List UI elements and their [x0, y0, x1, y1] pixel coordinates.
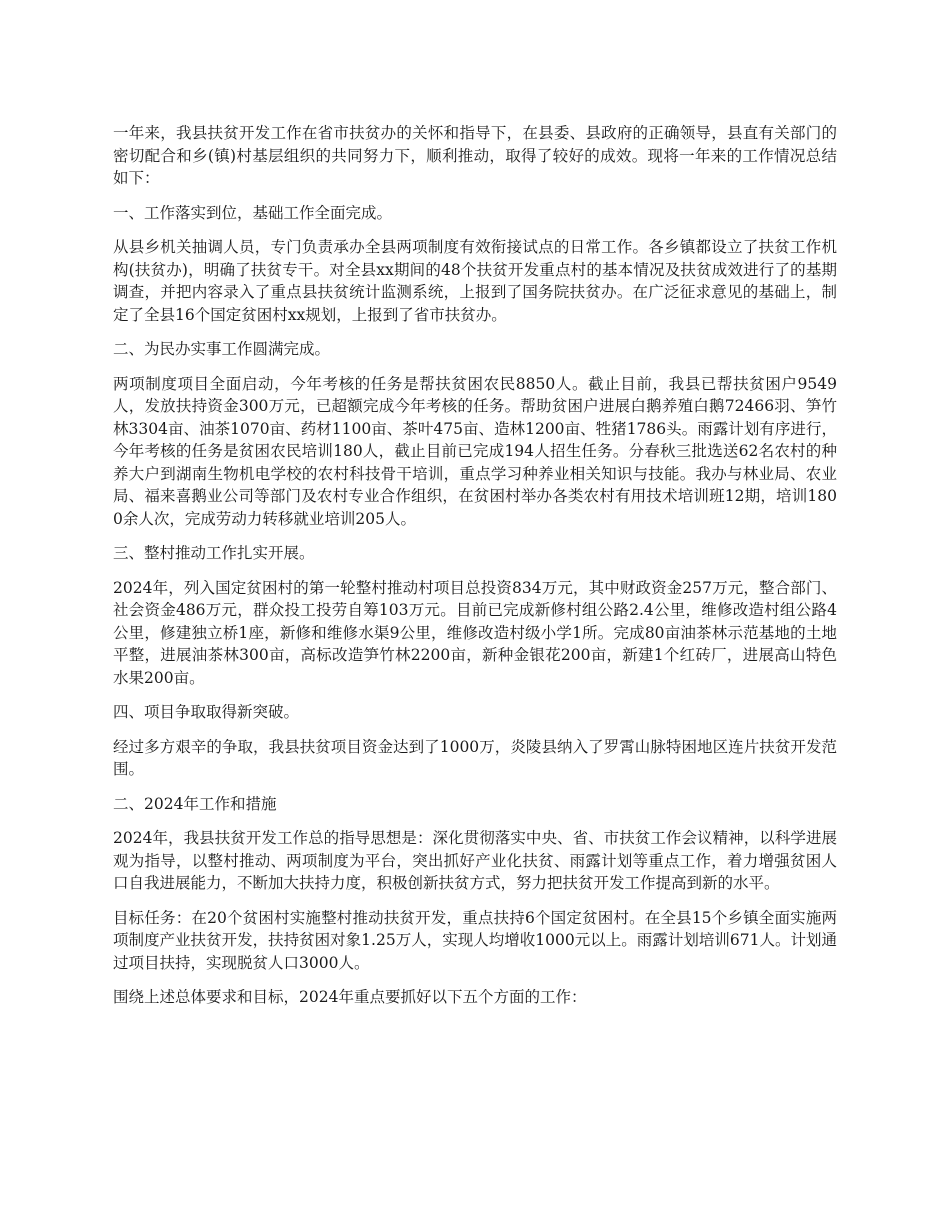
plan-heading: 二、2024年工作和措施 — [113, 794, 277, 813]
section-heading-2: 二、为民办实事工作圆满完成。 — [113, 340, 331, 358]
document-body — [113, 122, 837, 1021]
section-1-paragraph: 从县乡机关抽调人员，专门负责承办全县两项制度有效衔接试点的日常工作。各乡镇都设立了扶贫工作机构(扶贫办)，明确了扶贫专干。对全县xx期间的48个扶贫开发重点村的基本情况及扶贫成效进行了的基期调查，并把内容录入了重点县扶贫统计监测系统，上报到了国务院扶贫办。在广泛征求意见的基础上，制定了全县16个国定贫困村xx规划，上报到了省市扶贫办。 — [113, 238, 837, 324]
section-4-paragraph: 经过多方艰辛的争取，我县扶贫项目资金达到了1000万，炎陵县纳入了罗霄山脉特困地区连片扶贫开发范围。 — [113, 737, 837, 778]
section-2-paragraph: 两项制度项目全面启动，今年考核的任务是帮扶贫困农民8850人。截止目前，我县已帮扶贫困户9549人，发放扶持资金300万元，已超额完成今年考核的任务。帮助贫困户进展白鹅养殖白鹅72466羽、笋竹林3304亩、油茶1070亩、药材1100亩、茶叶475亩、造林1200亩、牲猪1786头。雨露计划有序进行，今年考核的任务是贫困农民培训180人，截止目前已完成194人招生任务。分春秋三批选送62名农村的种养大户到湖南生物机电学校的农村科技骨干培训，重点学习种养业相关知识与技能。我办与林业局、农业局、福来喜鹅业公司等部门及农村专业合作组织，在贫困村举办各类农村有用技术培训班12期，培训1800余人次，完成劳动力转移就业培训205人。 — [113, 374, 837, 528]
guiding-thought-paragraph: 2024年，我县扶贫开发工作总的指导思想是：深化贯彻落实中央、省、市扶贫工作会议精神，以科学进展观为指导，以整村推动、两项制度为平台，突出抓好产业化扶贫、雨露计划等重点工作，着力增强贫困人口自我进展能力，不断加大扶持力度，积极创新扶贫方式，努力把扶贫开发工作提高到新的水平。 — [113, 829, 837, 892]
section-3-paragraph: 2024年，列入国定贫困村的第一轮整村推动村项目总投资834万元，其中财政资金257万元，整合部门、社会资金486万元，群众投工投劳自筹103万元。目前已完成新修村组公路2.4公里，维修改造村组公路4公里，修建独立桥1座，新修和维修水渠9公里，维修改造村级小学1所。完成80亩油茶林示范基地的土地平整，进展油茶林300亩，高标改造笋竹林2200亩，新种金银花200亩，新建1个红砖厂，进展高山特色水果200亩。 — [113, 578, 837, 687]
closing-paragraph: 围绕上述总体要求和目标，2024年重点要抓好以下五个方面的工作： — [113, 988, 587, 1006]
targets-paragraph: 目标任务：在20个贫困村实施整村推动扶贫开发，重点扶持6个国定贫困村。在全县15个乡镇全面实施两项制度产业扶贫开发，扶持贫困对象1.25万人，实现人均增收1000元以上。雨露计划培训671人。计划通过项目扶持，实现脱贫人口3000人。 — [113, 908, 837, 972]
section-heading-3: 三、整村推动工作扎实开展。 — [113, 544, 315, 562]
intro-paragraph: 一年来，我县扶贫开发工作在省市扶贫办的关怀和指导下，在县委、县政府的正确领导，县直有关部门的密切配合和乡(镇)村基层组织的共同努力下，顺利推动，取得了较好的成效。现将一年来的工作情况总结如下： — [113, 124, 837, 187]
section-heading-1: 一、工作落实到位，基础工作全面完成。 — [113, 203, 393, 222]
section-heading-4: 四、项目争取取得新突破。 — [113, 703, 300, 721]
